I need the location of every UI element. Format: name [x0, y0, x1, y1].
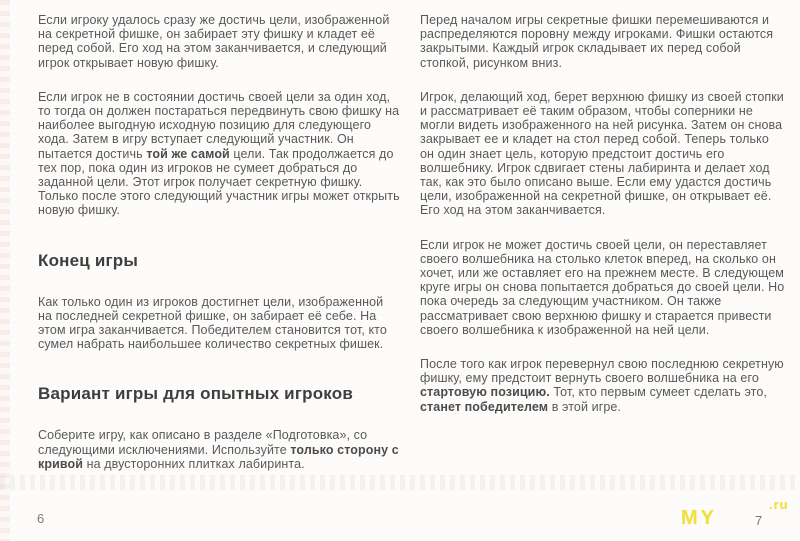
section-heading: [38, 251, 400, 271]
right-page-text-column: [420, 13, 786, 434]
page-edge-shadow: [0, 0, 10, 541]
paragraph: [38, 90, 400, 218]
paragraph: [38, 295, 400, 352]
text-run: цели. Так продолжается до тех пор, пока один из игроков не сумеет добраться до заданной цели. Этот игрок получает секретную фишку. Только после этого следующий участник игры может открыть новую фишку.: [38, 146, 400, 218]
left-page-text-column: [38, 13, 400, 491]
section-heading: [38, 384, 400, 404]
bold-text-run: только сторону с кривой: [38, 442, 399, 471]
text-run: Тот, кто первым сумеет сделать это,: [549, 385, 767, 400]
paragraph: [420, 357, 786, 414]
text-run: Если игроку удалось сразу же достичь цели, изображенной на секретной фишке, он забирает эту фишку и кладет её перед собой. Его ход на этом заканчивается, и следующий игрок открывает новую фишку.: [38, 13, 390, 70]
paragraph: [420, 238, 786, 337]
text-run: Игрок, делающий ход, берет верхнюю фишку из своей стопки и рассматривает её таким образом, чтобы соперники не могли видеть изображенного на ней рисунка. Затем он снова закрывает ее и кладет на стол перед собой. Теперь только он один знает цель, которую предстоит достичь его волшебнику. Игрок сдвигает стены лабиринта и делает ход так, как это было описано выше. Если ему удастся достичь цели, изображенной на секретной фишке, он открывает её. Его ход на этом заканчивается.: [420, 89, 784, 218]
paragraph: [420, 90, 786, 218]
bold-text-run: стартовую позицию.: [420, 385, 550, 400]
page-number-right: 7: [755, 513, 763, 528]
text-run: на двусторонних плитках лабиринта.: [83, 456, 305, 471]
text-run: После того как игрок перевернул свою последнюю секретную фишку, ему предстоит вернуть своего волшебника на его: [420, 357, 784, 386]
scan-texture-band: [0, 475, 800, 490]
text-run: в этой игре.: [548, 399, 622, 414]
bold-text-run: станет победителем: [420, 399, 549, 414]
paragraph: [38, 13, 400, 70]
watermark-suffix-text: .ru: [769, 497, 789, 512]
paragraph: [38, 428, 400, 471]
text-run: Как только один из игроков достигнет цели, изображенной на последней секретной фишке, он забирает её себе. На этом игра заканчивается. Победителем становится тот, кто сумел набрать наибольшее количество секретных фишек.: [38, 294, 387, 352]
text-run: Перед началом игры секретные фишки перемешиваются и распределяются поровну между игроками. Фишки остаются закрытыми. Каждый игрок складывает их перед собой стопкой, рисунком вниз.: [420, 13, 774, 70]
text-run: Вариант игры для опытных игроков: [38, 384, 354, 404]
text-run: Если игрок не может достичь своей цели, он переставляет своего волшебника на столько клеток вперед, на сколько он хочет, или же оставляет его на прежнем месте. В следующем круге игры он снова попытается добраться до своей цели. Но пока очередь за следующим участником. Он также рассматривает свою верхнюю фишку и старается привести своего волшебника к изображенной на ней цели.: [420, 237, 785, 337]
bold-text-run: той же самой: [146, 146, 230, 161]
text-run: Если игрок не в состоянии достичь своей цели за один ход, то тогда он должен постараться передвинуть свою фишку на наиболее выгодную исходную позицию для следующего хода. Затем в игру вступает следующий участник. Он пытается достичь: [38, 89, 400, 161]
watermark-text: MY: [681, 507, 717, 529]
text-run: Конец игры: [38, 250, 139, 270]
paragraph: [420, 13, 786, 70]
page-number-left: 6: [37, 511, 45, 526]
text-run: Соберите игру, как описано в разделе «Подготовка», со следующими исключениями. Используйте: [38, 428, 368, 457]
